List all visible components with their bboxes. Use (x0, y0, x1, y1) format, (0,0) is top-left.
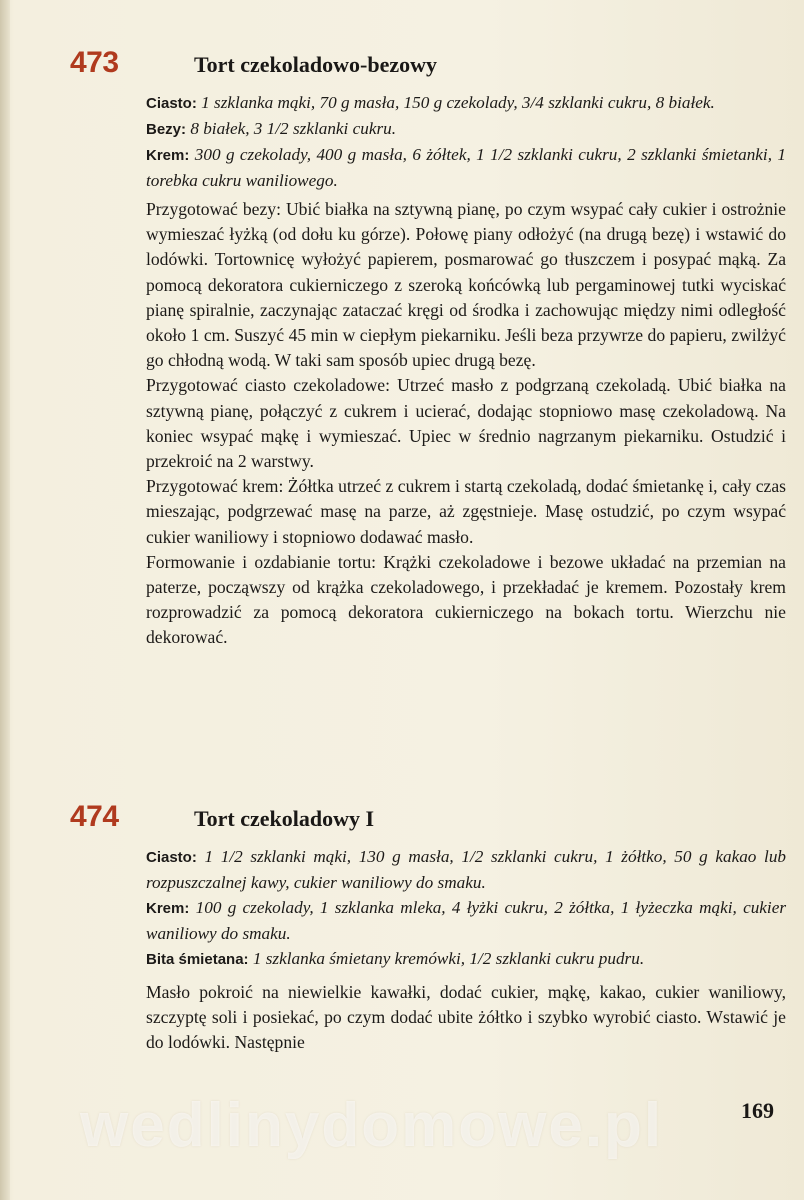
watermark: wedlinydomowe.pl (80, 1091, 664, 1160)
recipe-473 (70, 46, 786, 651)
method-paragraph: Przygotować bezy: Ubić białka na sztywną pianę, po czym wsypać cały cukier i ostrożnie wymieszać łyżką (od dołu ku górze). Połowę piany odłożyć (na drugą bezę) i wstawić do lodówki. Tortownicę wyłożyć papierem, posmarować go tłuszczem i posypać mąką. Za pomocą dekoratora cukierniczego z szeroką końcówką lub pergaminowej tutki wyciskać pianę spiralnie, zaczynając zataczać kręgi od środka i zachowując między nimi odległość około 1 cm. Suszyć 45 min w ciepłym piekarniku. Jeśli beza przywrze do papieru, zwilżyć go chłodną wodą. W taki sam sposób upiec drugą bezę. (146, 199, 786, 371)
recipe-number: 474 (70, 800, 119, 833)
recipe-header (70, 800, 786, 840)
method-paragraph: Formowanie i ozdabianie tortu: Krążki czekoladowe i bezowe układać na przemian na paterze, począwszy od krążka czekoladowego, i przekładać je kremem. Pozostały krem rozprowadzić za pomocą dekoratora cukierniczego na bokach tortu. Wierzchu nie dekorować. (146, 551, 786, 648)
method-steps (146, 197, 786, 651)
recipe-title: Tort czekoladowo-bezowy (194, 52, 437, 77)
ingredient-group (146, 142, 786, 193)
ingredient-label: Krem: (146, 900, 190, 917)
ingredient-group (146, 895, 786, 946)
recipe-474 (70, 800, 786, 1056)
recipe-header (70, 46, 786, 86)
ingredient-text: 1 1/2 szklanki mąki, 130 g masła, 1/2 szklanki cukru, 1 żółtko, 50 g kakao lub rozpuszczalnej kawy, cukier waniliowy do smaku. (146, 847, 787, 892)
method-paragraph: Przygotować krem: Żółtka utrzeć z cukrem i startą czekoladą, dodać śmietankę i, cały czas mieszając, podgrzewać masę na parze, aż zgęstnieje. Masę ostudzić, po czym wsypać cukier waniliowy i stopniowo dodawać masło. (146, 476, 786, 547)
ingredient-group (146, 946, 786, 972)
method-paragraph: Przygotować ciasto czekoladowe: Utrzeć masło z podgrzaną czekoladą. Ubić białka na sztywną pianę, połączyć z cukrem i ucierać, dodając stopniowo masę czekoladową. Na koniec wsypać mąkę i wymieszać. Upiec w średnio nagrzanym piekarniku. Ostudzić i przekroić na 2 warstwy. (146, 375, 786, 472)
ingredient-text: 1 szklanka mąki, 70 g masła, 150 g czekolady, 3/4 szklanki cukru, 8 białek. (201, 93, 715, 112)
method-steps (146, 980, 786, 1056)
ingredient-label: Ciasto: (146, 95, 197, 112)
recipe-number: 473 (70, 46, 119, 79)
ingredient-text: 1 szklanka śmietany kremówki, 1/2 szklanki cukru pudru. (252, 949, 645, 968)
ingredients-list (146, 90, 786, 193)
ingredient-group (146, 90, 786, 116)
ingredient-label: Bezy: (146, 121, 187, 138)
ingredient-text: 8 białek, 3 1/2 szklanki cukru. (190, 119, 397, 138)
ingredients-list (146, 844, 786, 972)
ingredient-group (146, 116, 786, 142)
page-spine-shadow (0, 0, 10, 1200)
ingredient-text: 100 g czekolady, 1 szklanka mleka, 4 łyżki cukru, 2 żółtka, 1 łyżeczka mąki, cukier waniliowy do smaku. (146, 898, 787, 943)
ingredient-label: Ciasto: (146, 849, 197, 866)
page-number: 169 (741, 1098, 774, 1123)
recipe-title: Tort czekoladowy I (194, 806, 375, 831)
ingredient-group (146, 844, 786, 895)
method-paragraph: Masło pokroić na niewielkie kawałki, dodać cukier, mąkę, kakao, cukier waniliowy, szczyptę soli i posiekać, po czym dodać ubite żółtko i szybko wyrobić ciasto. Wstawić je do lodówki. Następnie (146, 982, 786, 1053)
ingredient-label: Krem: (146, 147, 190, 164)
ingredient-label: Bita śmietana: (146, 951, 249, 968)
ingredient-text: 300 g czekolady, 400 g masła, 6 żółtek, 1 1/2 szklanki cukru, 2 szklanki śmietanki, 1 torebka cukru waniliowego. (146, 145, 786, 190)
